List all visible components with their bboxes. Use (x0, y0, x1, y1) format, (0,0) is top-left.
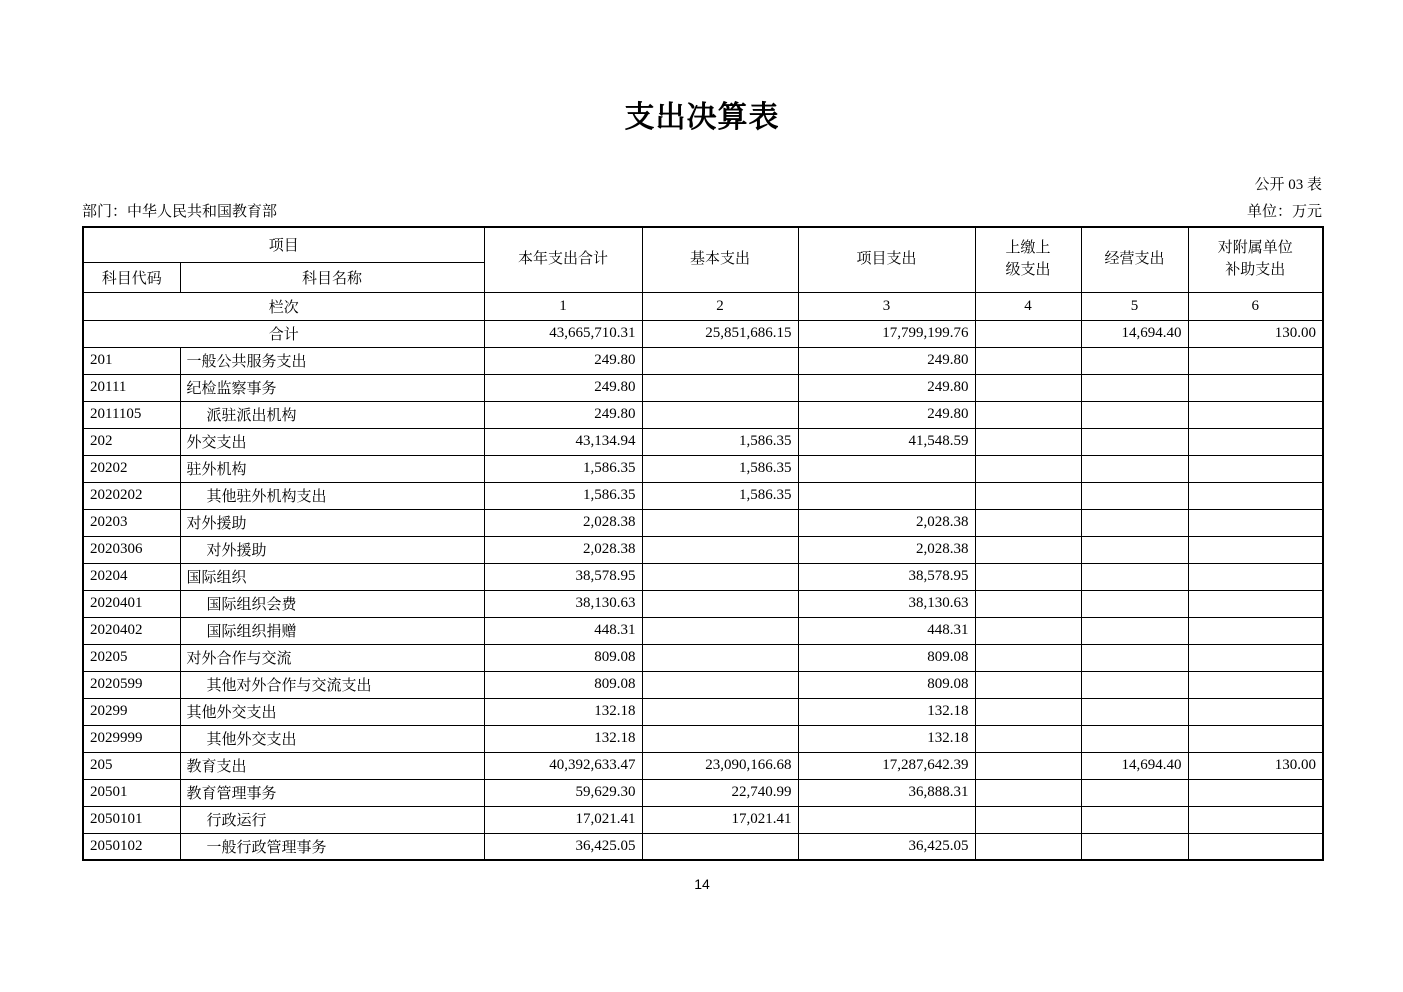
value-cell: 36,888.31 (798, 779, 975, 806)
page-title: 支出决算表 (624, 101, 780, 134)
value-cell (975, 698, 1081, 725)
value-cell: 249.80 (484, 401, 642, 428)
value-cell (642, 644, 798, 671)
value-cell: 132.18 (798, 725, 975, 752)
value-cell: 40,392,633.47 (484, 752, 642, 779)
column-index-2: 2 (642, 292, 798, 320)
value-cell (1188, 482, 1323, 509)
table-row (83, 779, 1323, 806)
subject-name-cell: 外交支出 (180, 428, 484, 455)
value-cell (642, 347, 798, 374)
value-cell: 22,740.99 (642, 779, 798, 806)
value-cell (1188, 806, 1323, 833)
subject-name-cell: 国际组织 (180, 563, 484, 590)
page-number: 14 (694, 876, 710, 892)
value-cell (1081, 401, 1188, 428)
value-cell (975, 374, 1081, 401)
value-cell (975, 455, 1081, 482)
subject-code-cell: 2020202 (83, 482, 180, 509)
header-item-group: 项目 (83, 227, 484, 262)
header-row-1 (83, 227, 1323, 262)
value-cell (642, 833, 798, 860)
value-cell: 809.08 (484, 671, 642, 698)
value-cell (1081, 806, 1188, 833)
expenditure-table (82, 226, 1324, 861)
unit-label: 单位：万元 (1246, 204, 1322, 220)
value-cell (1188, 401, 1323, 428)
value-cell: 132.18 (484, 725, 642, 752)
value-cell (1188, 671, 1323, 698)
value-cell (975, 779, 1081, 806)
subject-code-cell: 2050102 (83, 833, 180, 860)
table-row (83, 482, 1323, 509)
total-row-label: 合计 (83, 320, 484, 347)
value-cell (642, 401, 798, 428)
table-code-label: 公开 03 表 (1254, 177, 1322, 193)
value-cell (1081, 563, 1188, 590)
department-label: 部门：中华人民共和国教育部 (82, 204, 278, 220)
table-row (83, 428, 1323, 455)
table-row (83, 725, 1323, 752)
header-col-operating-line1: 经营支出 (1104, 250, 1165, 267)
value-cell (798, 482, 975, 509)
value-cell (1081, 374, 1188, 401)
value-cell (1081, 590, 1188, 617)
value-cell (1188, 374, 1323, 401)
value-cell: 43,134.94 (484, 428, 642, 455)
column-index-5: 5 (1081, 292, 1188, 320)
value-cell: 1,586.35 (642, 482, 798, 509)
value-cell: 14,694.40 (1081, 320, 1188, 347)
subject-code-cell: 2020306 (83, 536, 180, 563)
value-cell: 2,028.38 (798, 509, 975, 536)
value-cell: 249.80 (484, 347, 642, 374)
table-row (83, 401, 1323, 428)
value-cell (975, 617, 1081, 644)
value-cell: 132.18 (798, 698, 975, 725)
header-subject-code: 科目代码 (83, 262, 180, 292)
column-index-label: 栏次 (83, 292, 484, 320)
value-cell (1188, 644, 1323, 671)
value-cell (642, 563, 798, 590)
value-cell (1188, 833, 1323, 860)
value-cell: 2,028.38 (798, 536, 975, 563)
subject-code-cell: 2050101 (83, 806, 180, 833)
value-cell (642, 698, 798, 725)
value-cell (1081, 509, 1188, 536)
value-cell (642, 617, 798, 644)
value-cell: 23,090,166.68 (642, 752, 798, 779)
value-cell (642, 509, 798, 536)
value-cell: 448.31 (484, 617, 642, 644)
value-cell: 249.80 (798, 401, 975, 428)
value-cell (1081, 347, 1188, 374)
header-col-total-line1: 本年支出合计 (518, 250, 609, 267)
header-subject-name: 科目名称 (180, 262, 484, 292)
value-cell (975, 320, 1081, 347)
value-cell (1188, 428, 1323, 455)
column-index-4: 4 (975, 292, 1081, 320)
value-cell (1188, 698, 1323, 725)
value-cell: 249.80 (484, 374, 642, 401)
value-cell (642, 374, 798, 401)
subject-name-cell: 其他对外合作与交流支出 (180, 671, 484, 698)
value-cell: 17,799,199.76 (798, 320, 975, 347)
subject-name-cell: 对外合作与交流 (180, 644, 484, 671)
value-cell: 36,425.05 (484, 833, 642, 860)
subject-code-cell: 20299 (83, 698, 180, 725)
value-cell (975, 806, 1081, 833)
value-cell: 809.08 (484, 644, 642, 671)
header-col-subsidy-line1: 对附属单位 (1217, 240, 1293, 256)
subject-name-cell: 教育支出 (180, 752, 484, 779)
header-col-upper (975, 227, 1081, 292)
value-cell (975, 833, 1081, 860)
value-cell: 17,021.41 (484, 806, 642, 833)
value-cell: 809.08 (798, 671, 975, 698)
header-col-upper-line1: 上缴上 (1005, 240, 1051, 256)
subject-code-cell: 2020599 (83, 671, 180, 698)
value-cell (975, 752, 1081, 779)
value-cell: 130.00 (1188, 752, 1323, 779)
subject-code-cell: 20203 (83, 509, 180, 536)
value-cell: 132.18 (484, 698, 642, 725)
table-row (83, 752, 1323, 779)
value-cell: 249.80 (798, 374, 975, 401)
value-cell: 36,425.05 (798, 833, 975, 860)
value-cell (975, 536, 1081, 563)
value-cell (1188, 509, 1323, 536)
table-row (83, 347, 1323, 374)
value-cell (1081, 482, 1188, 509)
header-col-total (484, 227, 642, 292)
subject-code-cell: 201 (83, 347, 180, 374)
table-row (83, 644, 1323, 671)
value-cell (1188, 779, 1323, 806)
table-row (83, 590, 1323, 617)
table-row (83, 617, 1323, 644)
value-cell (1188, 563, 1323, 590)
subject-code-cell: 202 (83, 428, 180, 455)
value-cell (642, 671, 798, 698)
header-col-basic-line1: 基本支出 (690, 250, 751, 267)
value-cell (975, 671, 1081, 698)
subject-name-cell: 一般行政管理事务 (180, 833, 484, 860)
value-cell (975, 725, 1081, 752)
subject-code-cell: 20205 (83, 644, 180, 671)
value-cell (1188, 725, 1323, 752)
value-cell: 41,548.59 (798, 428, 975, 455)
table-row (83, 806, 1323, 833)
value-cell (975, 590, 1081, 617)
column-index-1: 1 (484, 292, 642, 320)
subject-name-cell: 国际组织捐赠 (180, 617, 484, 644)
value-cell (1081, 833, 1188, 860)
table-row (83, 509, 1323, 536)
table-row (83, 833, 1323, 860)
value-cell: 130.00 (1188, 320, 1323, 347)
header-col-subsidy (1188, 227, 1323, 292)
value-cell (798, 806, 975, 833)
value-cell (1081, 536, 1188, 563)
value-cell: 59,629.30 (484, 779, 642, 806)
value-cell: 38,578.95 (484, 563, 642, 590)
value-cell (798, 455, 975, 482)
value-cell: 249.80 (798, 347, 975, 374)
subject-name-cell: 对外援助 (180, 536, 484, 563)
value-cell (1081, 644, 1188, 671)
value-cell (1081, 725, 1188, 752)
subject-name-cell: 行政运行 (180, 806, 484, 833)
subject-name-cell: 对外援助 (180, 509, 484, 536)
value-cell (642, 536, 798, 563)
subject-name-cell: 派驻派出机构 (180, 401, 484, 428)
header-col-project-line1: 项目支出 (856, 250, 917, 267)
value-cell (975, 347, 1081, 374)
value-cell: 2,028.38 (484, 509, 642, 536)
table-row (83, 455, 1323, 482)
column-index-row (83, 292, 1323, 320)
subject-code-cell: 205 (83, 752, 180, 779)
header-col-subsidy-line2: 补助支出 (1225, 261, 1286, 278)
subject-name-cell: 国际组织会费 (180, 590, 484, 617)
value-cell: 1,586.35 (484, 455, 642, 482)
subject-name-cell: 其他外交支出 (180, 698, 484, 725)
subject-code-cell: 2020401 (83, 590, 180, 617)
value-cell (1081, 617, 1188, 644)
subject-name-cell: 教育管理事务 (180, 779, 484, 806)
meta-line (82, 203, 1322, 221)
value-cell (975, 509, 1081, 536)
header-col-upper-line2: 级支出 (1005, 261, 1051, 278)
header-col-operating (1081, 227, 1188, 292)
value-cell: 1,586.35 (484, 482, 642, 509)
subject-code-cell: 2011105 (83, 401, 180, 428)
table-row (83, 563, 1323, 590)
subject-code-cell: 2029999 (83, 725, 180, 752)
value-cell (975, 644, 1081, 671)
table-row (83, 536, 1323, 563)
subject-name-cell: 纪检监察事务 (180, 374, 484, 401)
value-cell (975, 563, 1081, 590)
subject-code-cell: 20202 (83, 455, 180, 482)
column-index-3: 3 (798, 292, 975, 320)
subject-code-cell: 2020402 (83, 617, 180, 644)
value-cell (1188, 590, 1323, 617)
value-cell (1188, 347, 1323, 374)
value-cell (1081, 698, 1188, 725)
header-col-basic (642, 227, 798, 292)
value-cell: 38,578.95 (798, 563, 975, 590)
value-cell: 448.31 (798, 617, 975, 644)
value-cell (1081, 671, 1188, 698)
value-cell: 2,028.38 (484, 536, 642, 563)
value-cell: 1,586.35 (642, 455, 798, 482)
subject-code-cell: 20111 (83, 374, 180, 401)
value-cell: 38,130.63 (798, 590, 975, 617)
header-col-project (798, 227, 975, 292)
value-cell (1081, 428, 1188, 455)
value-cell (1188, 536, 1323, 563)
value-cell: 38,130.63 (484, 590, 642, 617)
value-cell (642, 725, 798, 752)
value-cell: 43,665,710.31 (484, 320, 642, 347)
value-cell: 17,287,642.39 (798, 752, 975, 779)
value-cell: 25,851,686.15 (642, 320, 798, 347)
column-index-6: 6 (1188, 292, 1323, 320)
value-cell (642, 590, 798, 617)
value-cell (1081, 779, 1188, 806)
value-cell (1188, 617, 1323, 644)
value-cell: 1,586.35 (642, 428, 798, 455)
value-cell: 17,021.41 (642, 806, 798, 833)
table-row (83, 698, 1323, 725)
value-cell (975, 482, 1081, 509)
table-row (83, 374, 1323, 401)
document-content (82, 100, 1322, 892)
subject-code-cell: 20204 (83, 563, 180, 590)
subject-name-cell: 其他外交支出 (180, 725, 484, 752)
value-cell: 809.08 (798, 644, 975, 671)
subject-code-cell: 20501 (83, 779, 180, 806)
value-cell (1081, 455, 1188, 482)
value-cell: 14,694.40 (1081, 752, 1188, 779)
value-cell (1188, 455, 1323, 482)
value-cell (975, 401, 1081, 428)
value-cell (975, 428, 1081, 455)
subject-name-cell: 驻外机构 (180, 455, 484, 482)
table-row (83, 671, 1323, 698)
table-body (83, 320, 1323, 860)
table-row-total (83, 320, 1323, 347)
subject-name-cell: 其他驻外机构支出 (180, 482, 484, 509)
subject-name-cell: 一般公共服务支出 (180, 347, 484, 374)
